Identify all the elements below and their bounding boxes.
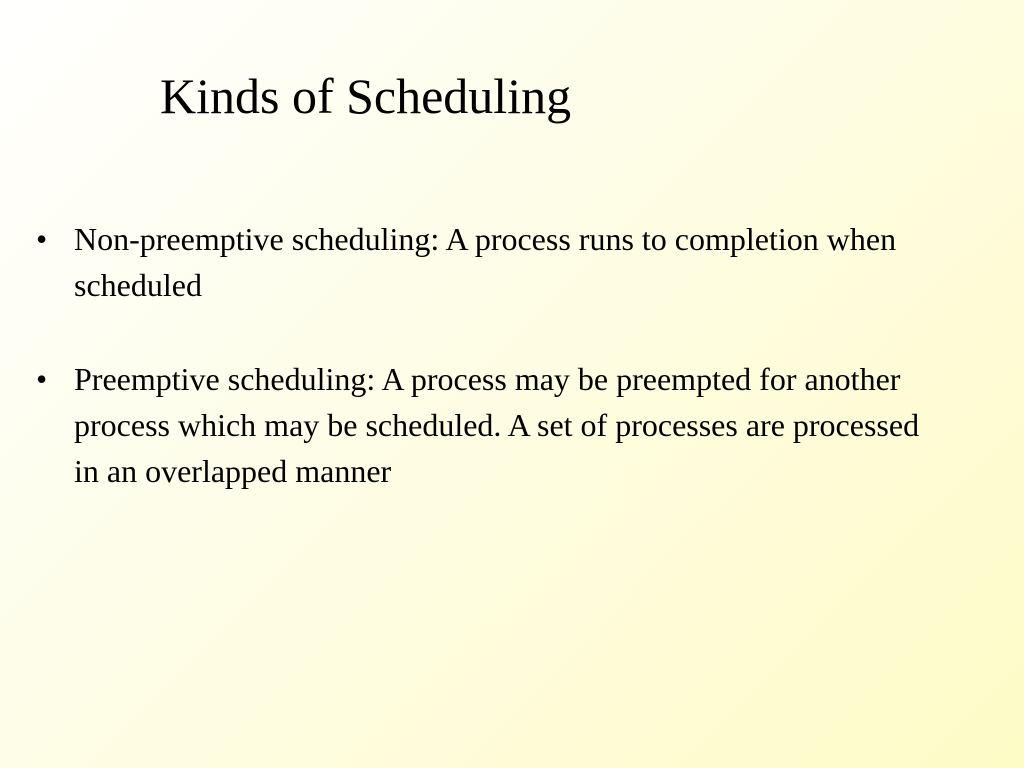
bullet-text: Preemptive scheduling: A process may be preempted for another process which may be scheduled. A set of processes are processed in an overlapped manner bbox=[74, 361, 920, 489]
bullet-marker: • bbox=[36, 361, 48, 397]
bullet-marker: • bbox=[36, 221, 48, 257]
bullet-text: Non-preemptive scheduling: A process runs to completion when scheduled bbox=[74, 221, 897, 303]
bullet-list bbox=[36, 216, 936, 542]
slide-title: Kinds of Scheduling bbox=[160, 68, 572, 124]
bullet-item-preemptive bbox=[36, 356, 936, 494]
bullet-item-non-preemptive bbox=[36, 216, 936, 308]
